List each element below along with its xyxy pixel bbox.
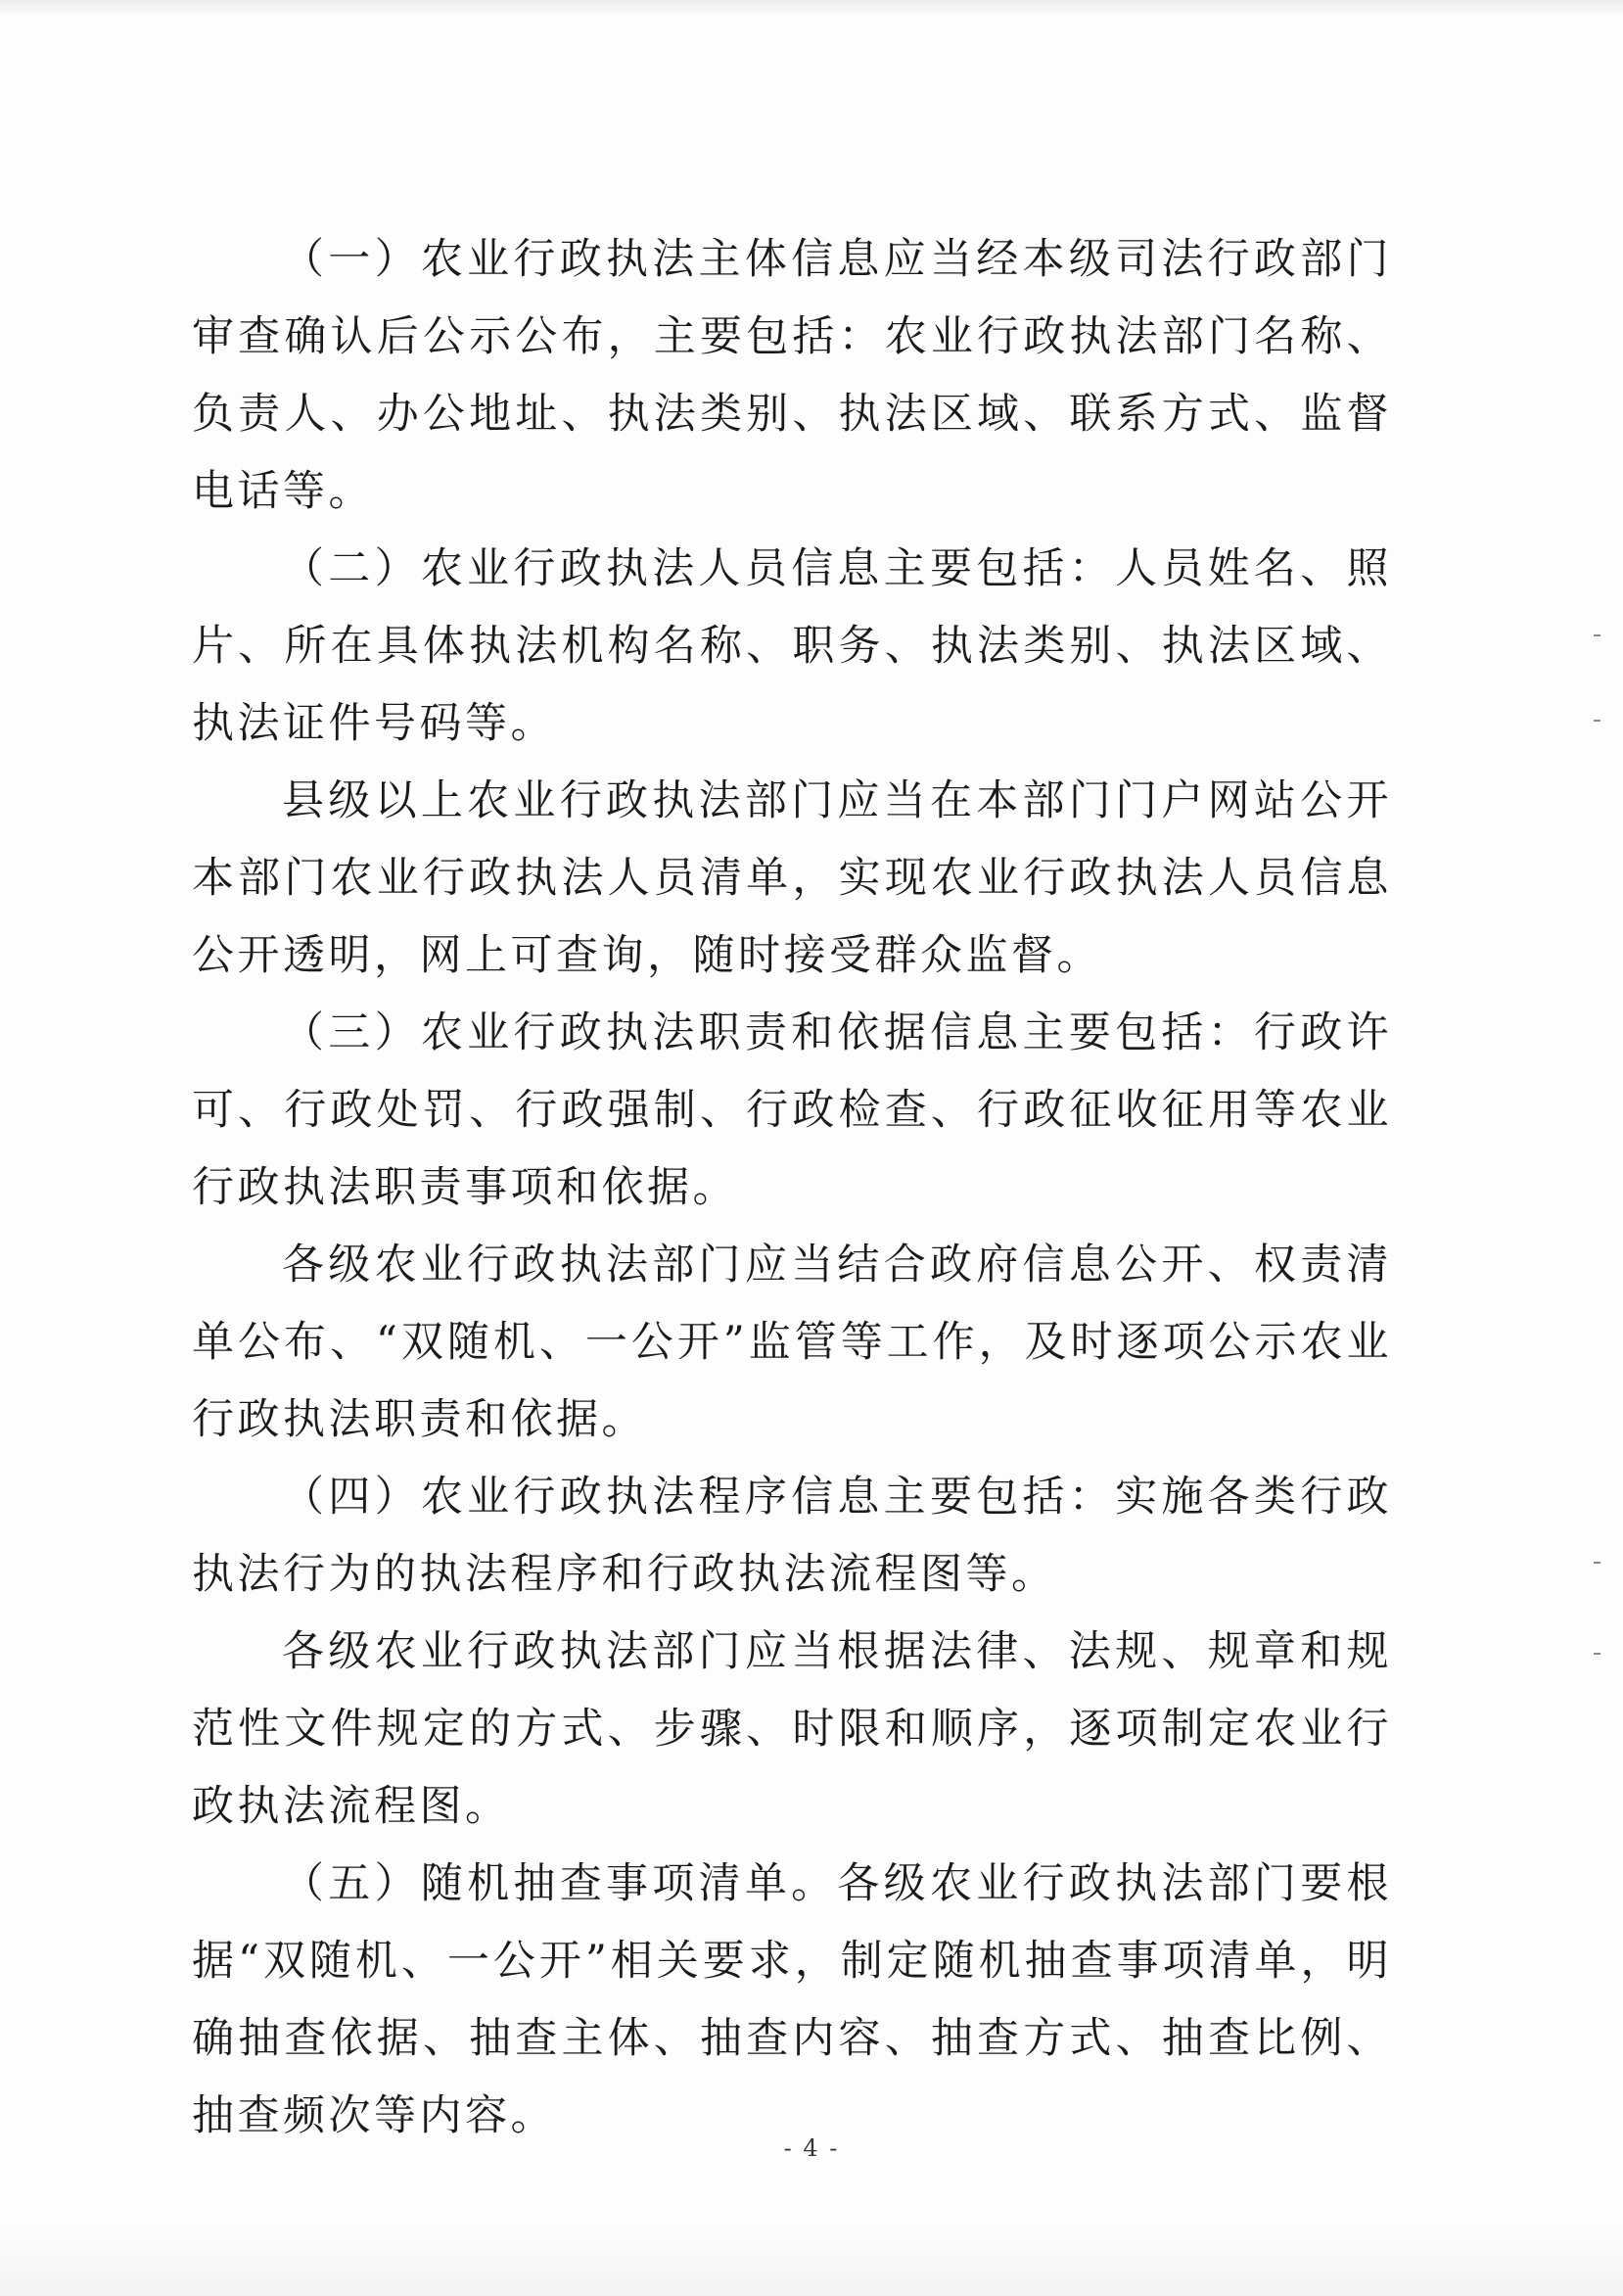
scan-mark [1594,1562,1600,1564]
scan-mark [1594,720,1600,722]
paragraph-personnel-info: （二）农业行政执法人员信息主要包括：人员姓名、照片、所在具体执法机构名称、职务、执法类别、执法区域、执法证件号码等。 [192,544,1392,748]
paragraph-personnel-list: 县级以上农业行政执法部门应当在本部门门户网站公开本部门农业行政执法人员清单，实现农业行政执法人员信息公开透明，网上可查询，随时接受群众监督。 [192,776,1392,980]
paragraph-duties-info: （三）农业行政执法职责和依据信息主要包括：行政许可、行政处罚、行政强制、行政检查、行政征收征用等农业行政执法职责事项和依据。 [192,1008,1392,1212]
paragraph-flowchart: 各级农业行政执法部门应当根据法律、法规、规章和规范性文件规定的方式、步骤、时限和顺序，逐项制定农业行政执法流程图。 [192,1627,1392,1831]
paragraph-random-inspection: （五）随机抽查事项清单。各级农业行政执法部门要根据“双随机、一公开”相关要求，制定随机抽查事项清单，明确抽查依据、抽查主体、抽查内容、抽查方式、抽查比例、抽查频次等内容。 [192,1859,1392,2140]
scan-mark [1594,634,1600,636]
scan-mark [1594,1653,1600,1655]
document-body [192,221,1392,2155]
paragraph-procedure-info: （四）农业行政执法程序信息主要包括：实施各类行政执法行为的执法程序和行政执法流程图等。 [192,1473,1392,1599]
page-number: - 4 - [783,2134,840,2162]
scan-shadow-bottom [0,2227,1623,2296]
paragraph-subject-info: （一）农业行政执法主体信息应当经本级司法行政部门审查确认后公示公布，主要包括：农业行政执法部门名称、负责人、办公地址、执法类别、执法区域、联系方式、监督电话等。 [192,235,1392,516]
paragraph-duties-publication: 各级农业行政执法部门应当结合政府信息公开、权责清单公布、“双随机、一公开”监管等工作，及时逐项公示农业行政执法职责和依据。 [192,1241,1392,1444]
scan-shadow-top [0,0,1623,16]
